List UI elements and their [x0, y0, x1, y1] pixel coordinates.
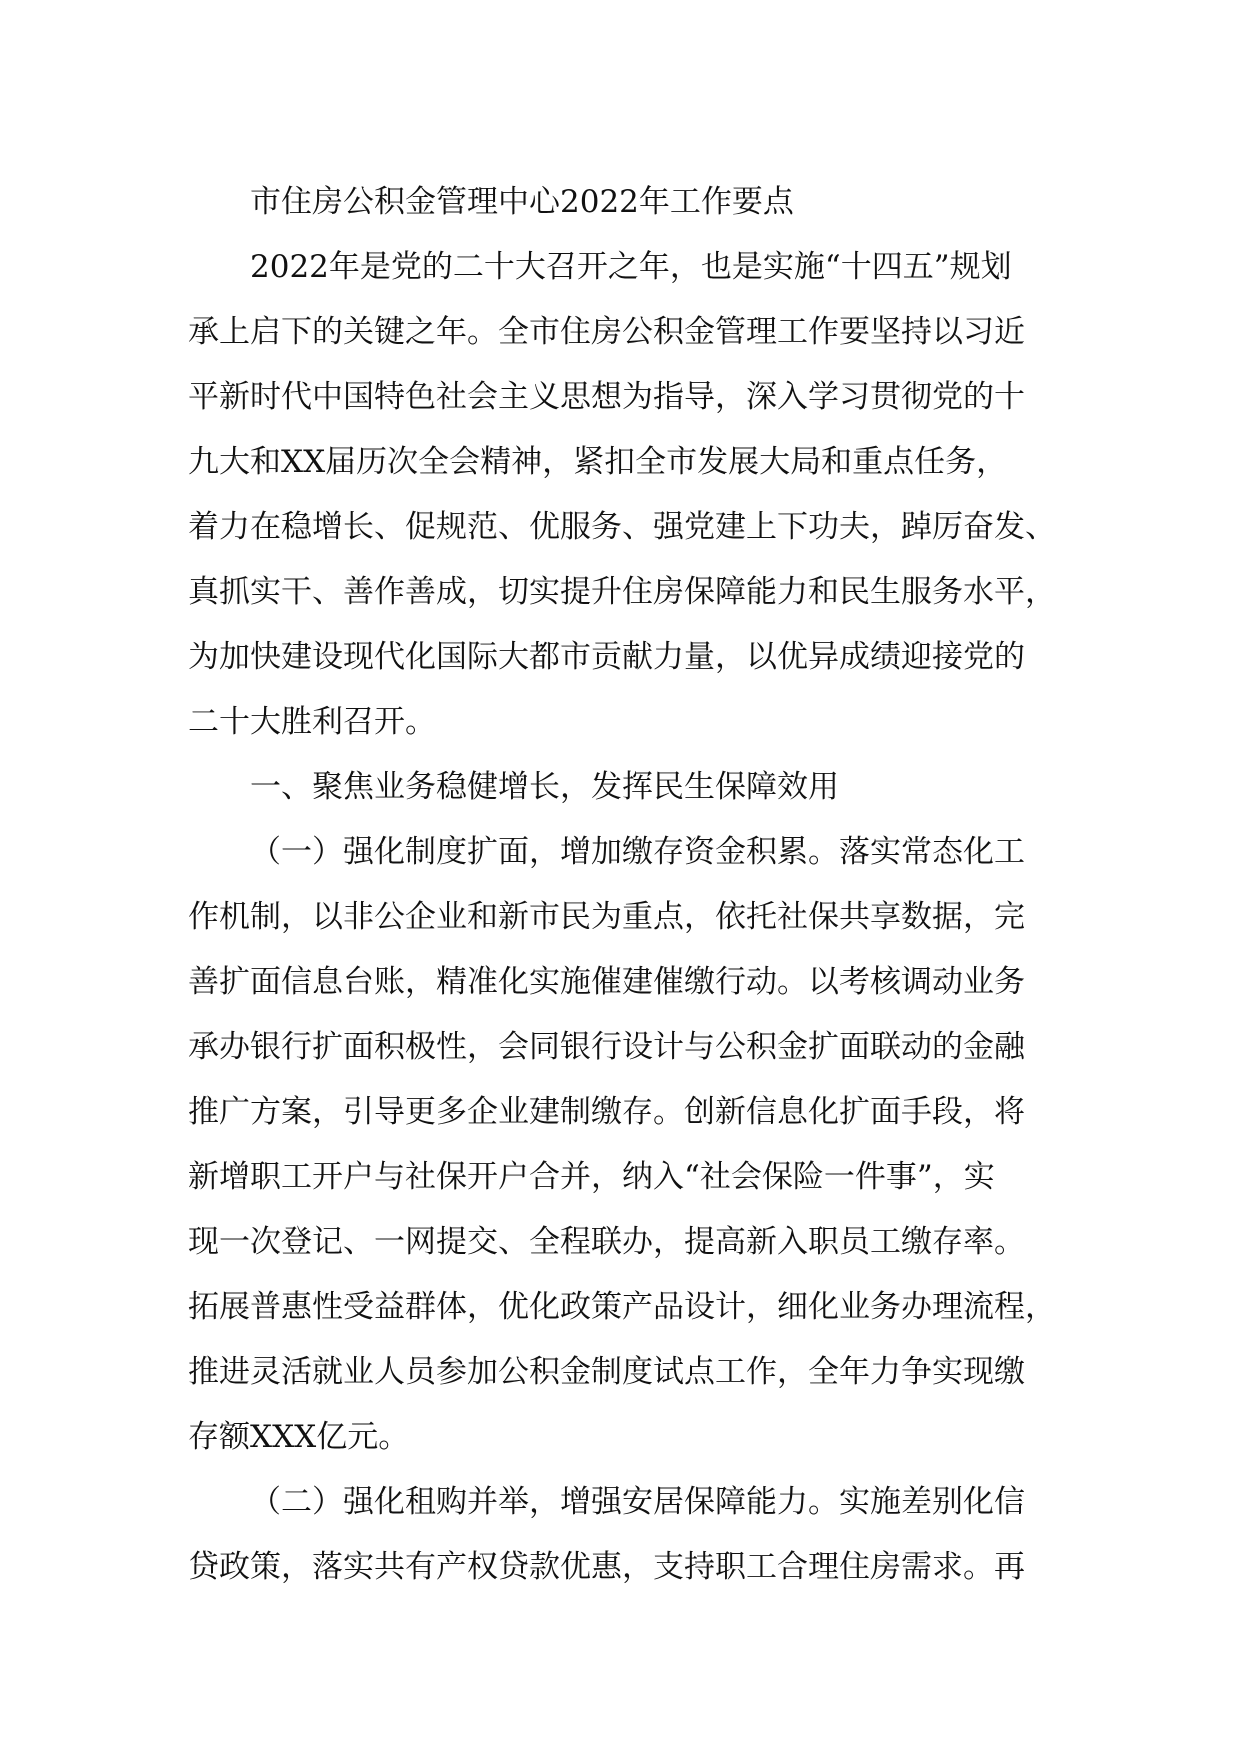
- section-heading: 一、聚焦业务稳健增长，发挥民生保障效用: [250, 769, 839, 805]
- paragraph-line: 为加快建设现代化国际大都市贡献力量，以优异成绩迎接党的: [188, 639, 1025, 675]
- paragraph-line: 二十大胜利召开。: [188, 704, 436, 740]
- document-title: 市住房公积金管理中心2022年工作要点: [250, 184, 794, 220]
- paragraph-line: 九大和XX届历次全会精神，紧扣全市发展大局和重点任务，: [188, 444, 1008, 480]
- paragraph-line: 作机制，以非公企业和新市民为重点，依托社保共享数据，完: [188, 899, 1025, 935]
- paragraph-line: 推广方案，引导更多企业建制缴存。创新信息化扩面手段，将: [188, 1094, 1025, 1130]
- paragraph-line: 推进灵活就业人员参加公积金制度试点工作，全年力争实现缴: [188, 1354, 1025, 1390]
- paragraph-line: 真抓实干、善作善成，切实提升住房保障能力和民生服务水平，: [188, 574, 1056, 610]
- paragraph-line: 贷政策，落实共有产权贷款优惠，支持职工合理住房需求。再: [188, 1549, 1025, 1585]
- document-body: [188, 170, 1088, 1600]
- paragraph-line: 现一次登记、一网提交、全程联办，提高新入职员工缴存率。: [188, 1224, 1025, 1260]
- paragraph-line: 平新时代中国特色社会主义思想为指导，深入学习贯彻党的十: [188, 379, 1025, 415]
- paragraph-line: 善扩面信息台账，精准化实施催建催缴行动。以考核调动业务: [188, 964, 1025, 1000]
- paragraph-line: 着力在稳增长、促规范、优服务、强党建上下功夫，踔厉奋发、: [188, 509, 1056, 545]
- paragraph-line: （二）强化租购并举，增强安居保障能力。实施差别化信: [250, 1484, 1025, 1520]
- paragraph-line: 拓展普惠性受益群体，优化政策产品设计，细化业务办理流程，: [188, 1289, 1056, 1325]
- paragraph-line: 2022年是党的二十大召开之年，也是实施“十四五”规划: [250, 249, 1012, 285]
- paragraph-line: （一）强化制度扩面，增加缴存资金积累。落实常态化工: [250, 834, 1025, 870]
- paragraph-line: 存额XXX亿元。: [188, 1419, 410, 1455]
- paragraph-line: 新增职工开户与社保开户合并，纳入“社会保险一件事”，实: [188, 1159, 995, 1195]
- paragraph-line: 承办银行扩面积极性，会同银行设计与公积金扩面联动的金融: [188, 1029, 1025, 1065]
- paragraph-line: 承上启下的关键之年。全市住房公积金管理工作要坚持以习近: [188, 314, 1025, 350]
